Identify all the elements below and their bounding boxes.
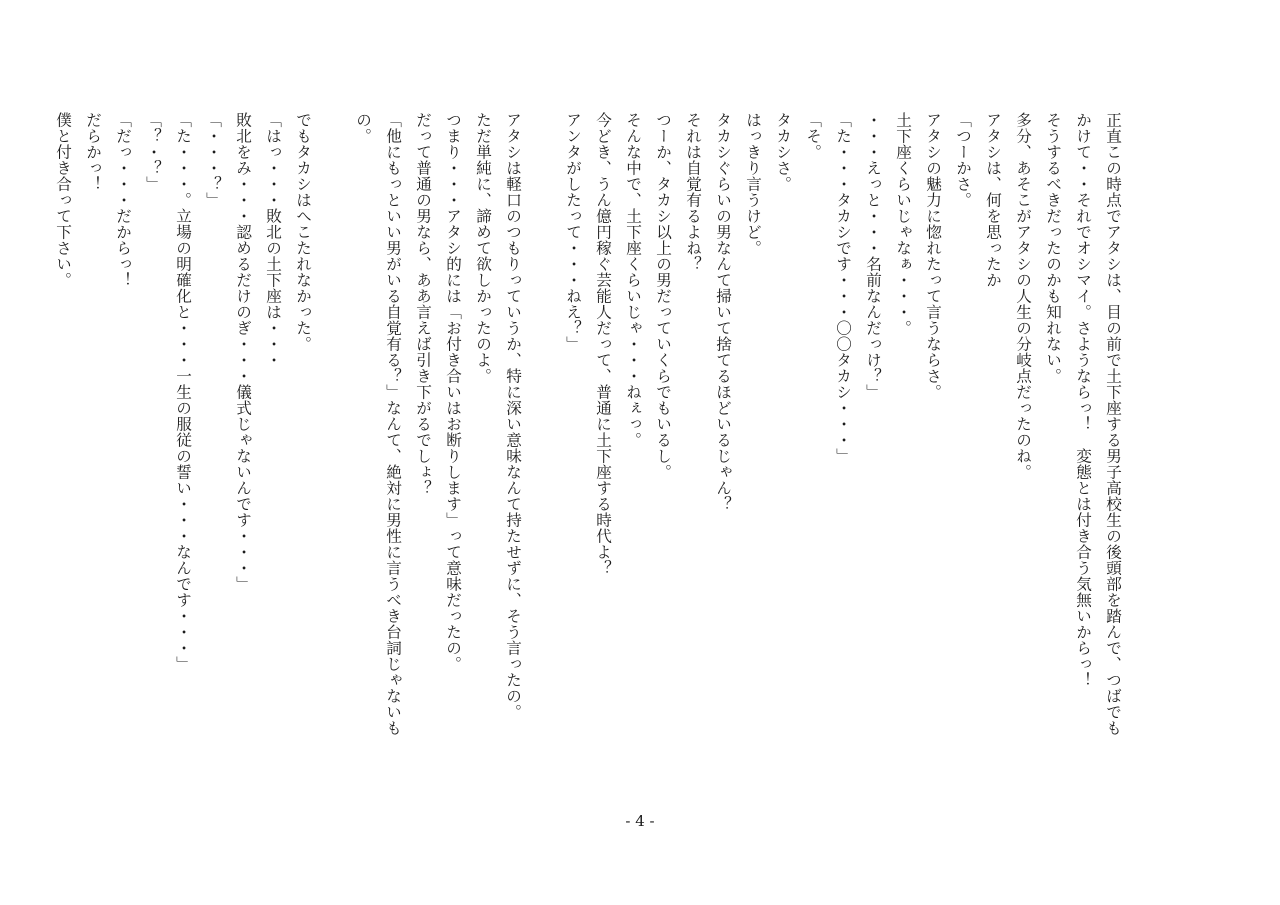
text-line: タカシさ。	[774, 112, 792, 192]
text-line: の。	[354, 112, 372, 144]
text-line: 「他にもっといい男がいる自覚有る？」なんて、絶対に男性に言うべき台詞じゃないも	[384, 112, 402, 736]
text-line: 「？・？」	[144, 112, 162, 192]
text-line: つまり・・・アタシ的には「お付き合いはお断りします」って意味だったの。	[444, 112, 462, 672]
text-line: そんな中で、土下座くらいじゃ・・・ねぇっ。	[624, 112, 642, 448]
blank-line	[528, 112, 558, 787]
text-line: それは自覚有るよね？	[684, 112, 702, 272]
text-line: 「だっ・・・だからっ！	[114, 112, 132, 288]
text-line: ただ単純に、諦めて欲しかったのよ。	[474, 112, 492, 384]
text-line: アタシは、何を思ったか	[984, 112, 1002, 288]
text-line: 今どき、うん億円稼ぐ芸能人だって、普通に土下座する時代よ？	[594, 112, 612, 576]
text-line: アタシは軽口のつもりっていうか、特に深い意味なんて持たせずに、そう言ったの。	[504, 112, 522, 720]
text-line: 土下座くらいじゃなぁ・・・。	[894, 112, 912, 336]
text-line: アタシの魅力に惚れたって言うならさ。	[924, 112, 942, 400]
text-line: そうするべきだったのかも知れない。	[1044, 112, 1062, 384]
text-line: だらかっ！	[84, 112, 102, 192]
text-line: 多分、あそこがアタシの人生の分岐点だったのね。	[1014, 112, 1032, 480]
text-line: タカシぐらいの男なんて掃いて捨てるほどいるじゃん？	[714, 112, 732, 512]
text-line: ・・・えっと・・・名前なんだっけ？」	[864, 112, 882, 400]
blank-line	[318, 112, 348, 787]
vertical-text-body	[48, 112, 1128, 787]
text-line: だって普通の男なら、ああ言えば引き下がるでしょ？	[414, 112, 432, 496]
text-line: 僕と付き合って下さい。	[54, 112, 72, 288]
text-line: 「た・・・タカシです・・・〇〇タカシ・・・」	[834, 112, 852, 464]
text-line: 敗北をみ・・・認めるだけのぎ・・・儀式じゃないんです・・・」	[234, 112, 252, 592]
text-line: 正直この時点でアタシは、目の前で土下座する男子高校生の後頭部を踏んで、つばでも	[1104, 112, 1122, 736]
text-line: 「そ。	[804, 112, 822, 160]
text-line: はっきり言うけど。	[744, 112, 762, 256]
text-line: アンタがしたって・・・ねえ？」	[564, 112, 582, 352]
text-line: かけて・・それでオシマイ。さようならっ！ 変態とは付き合う気無いからっ！	[1074, 112, 1092, 688]
page-number: - 4 -	[625, 812, 655, 830]
text-line: 「た・・・。立場の明確化と・・・一生の服従の誓い・・・なんです・・・」	[174, 112, 192, 672]
text-line: 「はっ・・・敗北の土下座は・・・	[264, 112, 282, 368]
text-line: 「つーかさ。	[954, 112, 972, 208]
text-line: 「・・・？」	[204, 112, 222, 208]
text-line: でもタカシはへこたれなかった。	[294, 112, 312, 352]
text-line: つーか、タカシ以上の男だっていくらでもいるし。	[654, 112, 672, 480]
